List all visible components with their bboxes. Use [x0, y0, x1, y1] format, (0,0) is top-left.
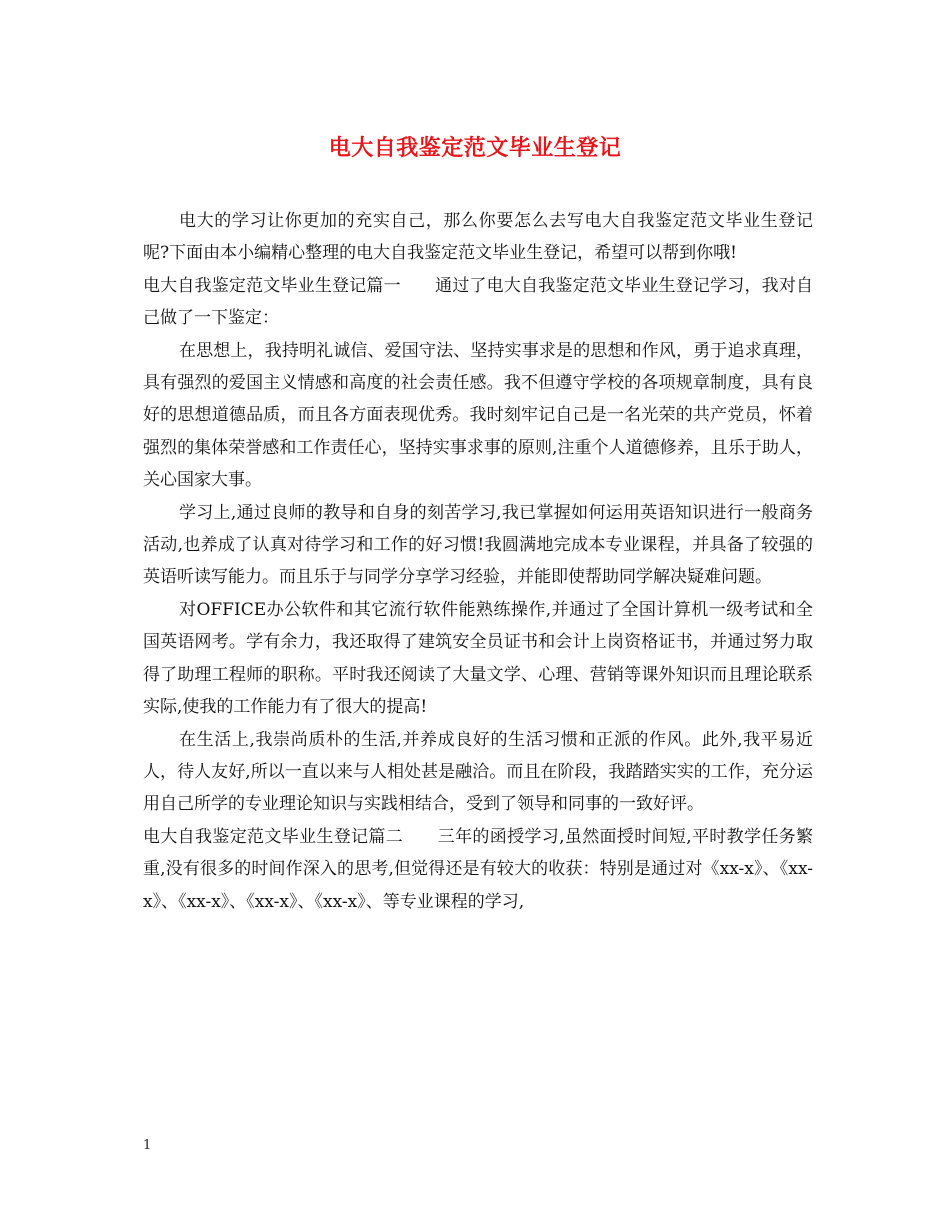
paragraph-life: 在生活上,我崇尚质朴的生活,并养成良好的生活习惯和正派的作风。此外,我平易近人，待人友好,所以一直以来与人相处甚是融洽。而且在阶段，我踏踏实实的工作，充分运用自己所学的专业理论知识与实践相结合，受到了领导和同事的一致好评。 [143, 729, 813, 815]
document-title: 电大自我鉴定范文毕业生登记 [328, 135, 622, 161]
paragraph-intro: 电大的学习让你更加的充实自己，那么你要怎么去写电大自我鉴定范文毕业生登记呢?下面由本小编精心整理的电大自我鉴定范文毕业生登记，希望可以帮到你哦! [143, 211, 813, 264]
paragraph-study: 学习上,通过良师的教导和自身的刻苦学习,我已掌握如何运用英语知识进行一般商务活动,也养成了认真对待学习和工作的好习惯!我圆满地完成本专业课程，并具备了较强的英语听读写能力。而且乐于与同学分享学习经验，并能即使帮助同学解决疑难问题。 [143, 502, 813, 588]
page-number: 1 [143, 1138, 152, 1153]
paragraph-section-one-heading: 电大自我鉴定范文毕业生登记篇一 通过了电大自我鉴定范文毕业生登记学习，我对自己做了一下鉴定： [143, 275, 813, 329]
paragraph-thought: 在思想上，我持明礼诚信、爱国守法、坚持实事求是的思想和作风，勇于追求真理，具有强烈的爱国主义情感和高度的社会责任感。我不但遵守学校的各项规章制度，具有良好的思想道德品质，而且各方面表现优秀。我时刻牢记自己是一名光荣的共产党员，怀着强烈的集体荣誉感和工作责任心，坚持实事求事的原则,注重个人道德修养，且乐于助人，关心国家大事。 [143, 340, 813, 491]
paragraph-skills: 对OFFICE办公软件和其它流行软件能熟练操作,并通过了全国计算机一级考试和全国英语网考。学有余力，我还取得了建筑安全员证书和会计上岗资格证书，并通过努力取得了助理工程师的职称。平时我还阅读了大量文学、心理、营销等课外知识而且理论联系实际,使我的工作能力有了很大的提高! [143, 599, 813, 718]
document-body [143, 205, 813, 918]
paragraph-section-two-heading: 电大自我鉴定范文毕业生登记篇二 三年的函授学习,虽然面授时间短,平时教学任务繁重,没有很多的时间作深入的思考,但觉得还是有较大的收获：特别是通过对《xx-x》、《xx-x》、《xx-x》、《xx-x》、《xx-x》、等专业课程的学习, [143, 826, 813, 912]
